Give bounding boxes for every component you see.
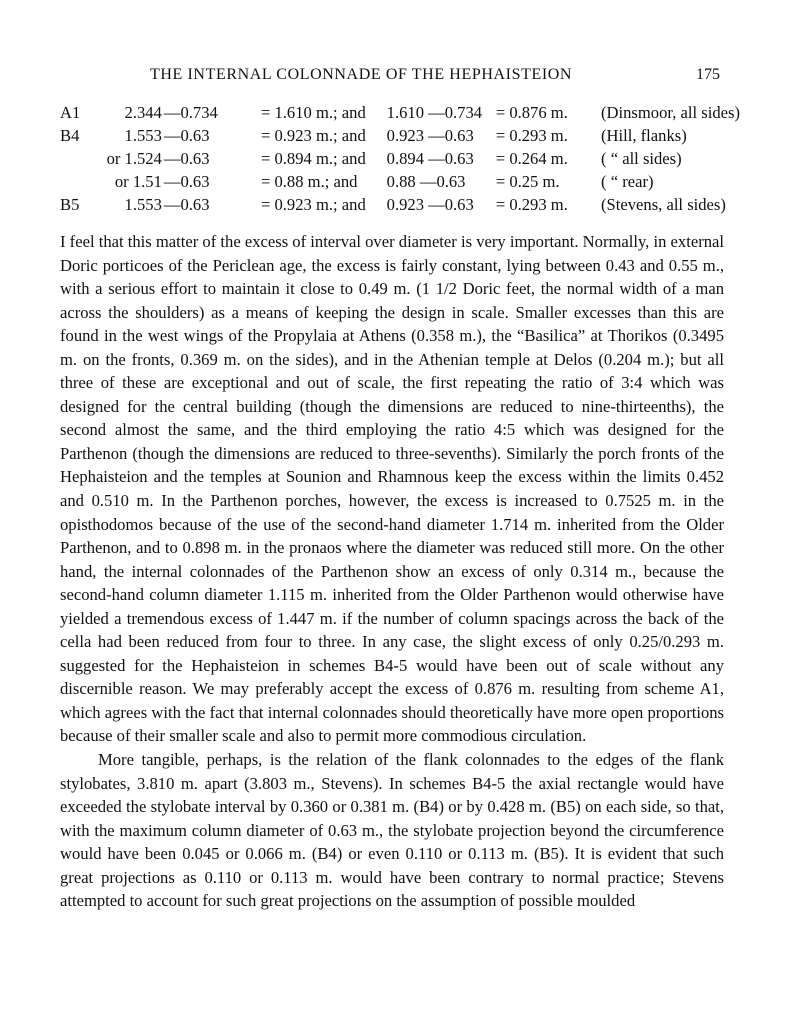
first-result: = 1.610 m.; and [260,103,366,122]
excess-result: = 0.293 m. [495,126,568,145]
page-header [58,66,732,90]
second-expression: 0.923 —0.63 [386,126,474,145]
paragraph: I feel that this matter of the excess of interval over diameter is very important. Normally, in external Doric porticoes of the Periclean age, the excess is fairly constant, lying between 0.43 and 0.55 m., with a serious effort to maintain it close to 0.49 m. (1 1/2 Doric feet, the normal width of a man across the shoulders) as a means of keeping the design in scale. Smaller excesses than this are found in the west wings of the Propylaia at Athens (0.358 m.), the “Basilica” at Thorikos (0.3495 m. on the fronts, 0.369 m. on the sides), and in the Athenian temple at Delos (0.204 m.); but all three of these are exceptional and out of scale, the first repeating the ratio of 3:4 which was designed for the central building (though the dimensions are reduced to nine-thirteenths), the second almost the same, and the third employing the ratio 4:5 which was designed for the Parthenon (though the dimensions are reduced to three-sevenths). Similarly the porch fronts of the Hephaisteion and the temples at Sounion and Rhamnous keep the excess within the limits 0.452 and 0.510 m. In the Parthenon porches, however, the excess is increased to 0.7525 m. in the opisthodomos because of the use of the second-hand diameter 1.714 m. inherited from the Older Parthenon, and to 0.898 m. in the pronaos where the diameter was reduced still more. On the other hand, the internal colonnades of the Parthenon show an excess of only 0.314 m., because the second-hand column diameter 1.115 m. inherited from the Older Parthenon would otherwise have yielded a tremendous excess of 1.447 m. if the number of column spacings across the back of the cella had been reduced from four to three. In any case, the slight excess of only 0.25/0.293 m. suggested for the Hephaisteion in schemes B4-5 would have been out of scale without any discernible reason. We may preferably accept the excess of 0.876 m. resulting from scheme A1, which agrees with the fact that internal colonnades should theoretically have more open proportions because of their smaller scale and also to permit more commodious circulation. [60,232,724,746]
excess-result: = 0.25 m. [495,172,560,191]
formula-row [60,172,740,195]
interval-value: 1.553 [124,126,162,145]
scheme-label: B4 [60,126,80,145]
second-expression: 0.894 —0.63 [386,149,474,168]
body-text [60,230,724,913]
interval-value: 2.344 [124,103,162,122]
scheme-label: B5 [60,195,80,214]
diameter-subtrahend: —0.63 [163,126,210,145]
running-title: THE INTERNAL COLONNADE OF THE HEPHAISTEION [150,66,573,83]
diameter-subtrahend: —0.63 [163,172,210,191]
page-number: 175 [696,66,720,83]
second-expression: 0.88 —0.63 [386,172,466,191]
excess-result: = 0.264 m. [495,149,568,168]
scheme-label [60,172,107,195]
formula-row [60,126,740,149]
diameter-subtrahend: —0.63 [163,149,210,168]
source-note: ( “ rear) [601,172,654,191]
diameter-subtrahend: —0.63 [163,195,210,214]
formula-table [60,103,740,218]
formula-row [60,149,740,172]
diameter-subtrahend: —0.734 [163,103,218,122]
interval-value: 1.553 [124,195,162,214]
second-expression: 1.610 —0.734 [386,103,483,122]
first-result: = 0.923 m.; and [260,195,366,214]
excess-result: = 0.293 m. [495,195,568,214]
formula-row [60,195,740,218]
first-result: = 0.88 m.; and [260,172,358,191]
scheme-label [60,149,107,172]
second-expression: 0.923 —0.63 [386,195,474,214]
first-result: = 0.923 m.; and [260,126,366,145]
first-result: = 0.894 m.; and [260,149,366,168]
formula-row [60,103,740,126]
source-note: (Dinsmoor, all sides) [601,103,740,122]
excess-result: = 0.876 m. [495,103,568,122]
scheme-label: A1 [60,103,81,122]
paragraph: More tangible, perhaps, is the relation of the flank colonnades to the edges of the flank stylobates, 3.810 m. apart (3.803 m., Stevens). In schemes B4-5 the axial rectangle would have exceeded the stylobate interval by 0.360 or 0.381 m. (B4) or by 0.428 m. (B5) on each side, so that, with the maximum column diameter of 0.63 m., the stylobate projection beyond the circumference would have been 0.045 or 0.066 m. (B4) or even 0.110 or 0.113 m. (B5). It is evident that such great projections as 0.110 or 0.113 m. would have been contrary to normal practice; Stevens attempted to account for such great projections on the assumption of possible moulded [60,750,724,911]
source-note: (Stevens, all sides) [601,195,726,214]
interval-value: or 1.51 [114,172,162,191]
interval-value: or 1.524 [106,149,162,168]
source-note: ( “ all sides) [601,149,682,168]
source-note: (Hill, flanks) [601,126,687,145]
